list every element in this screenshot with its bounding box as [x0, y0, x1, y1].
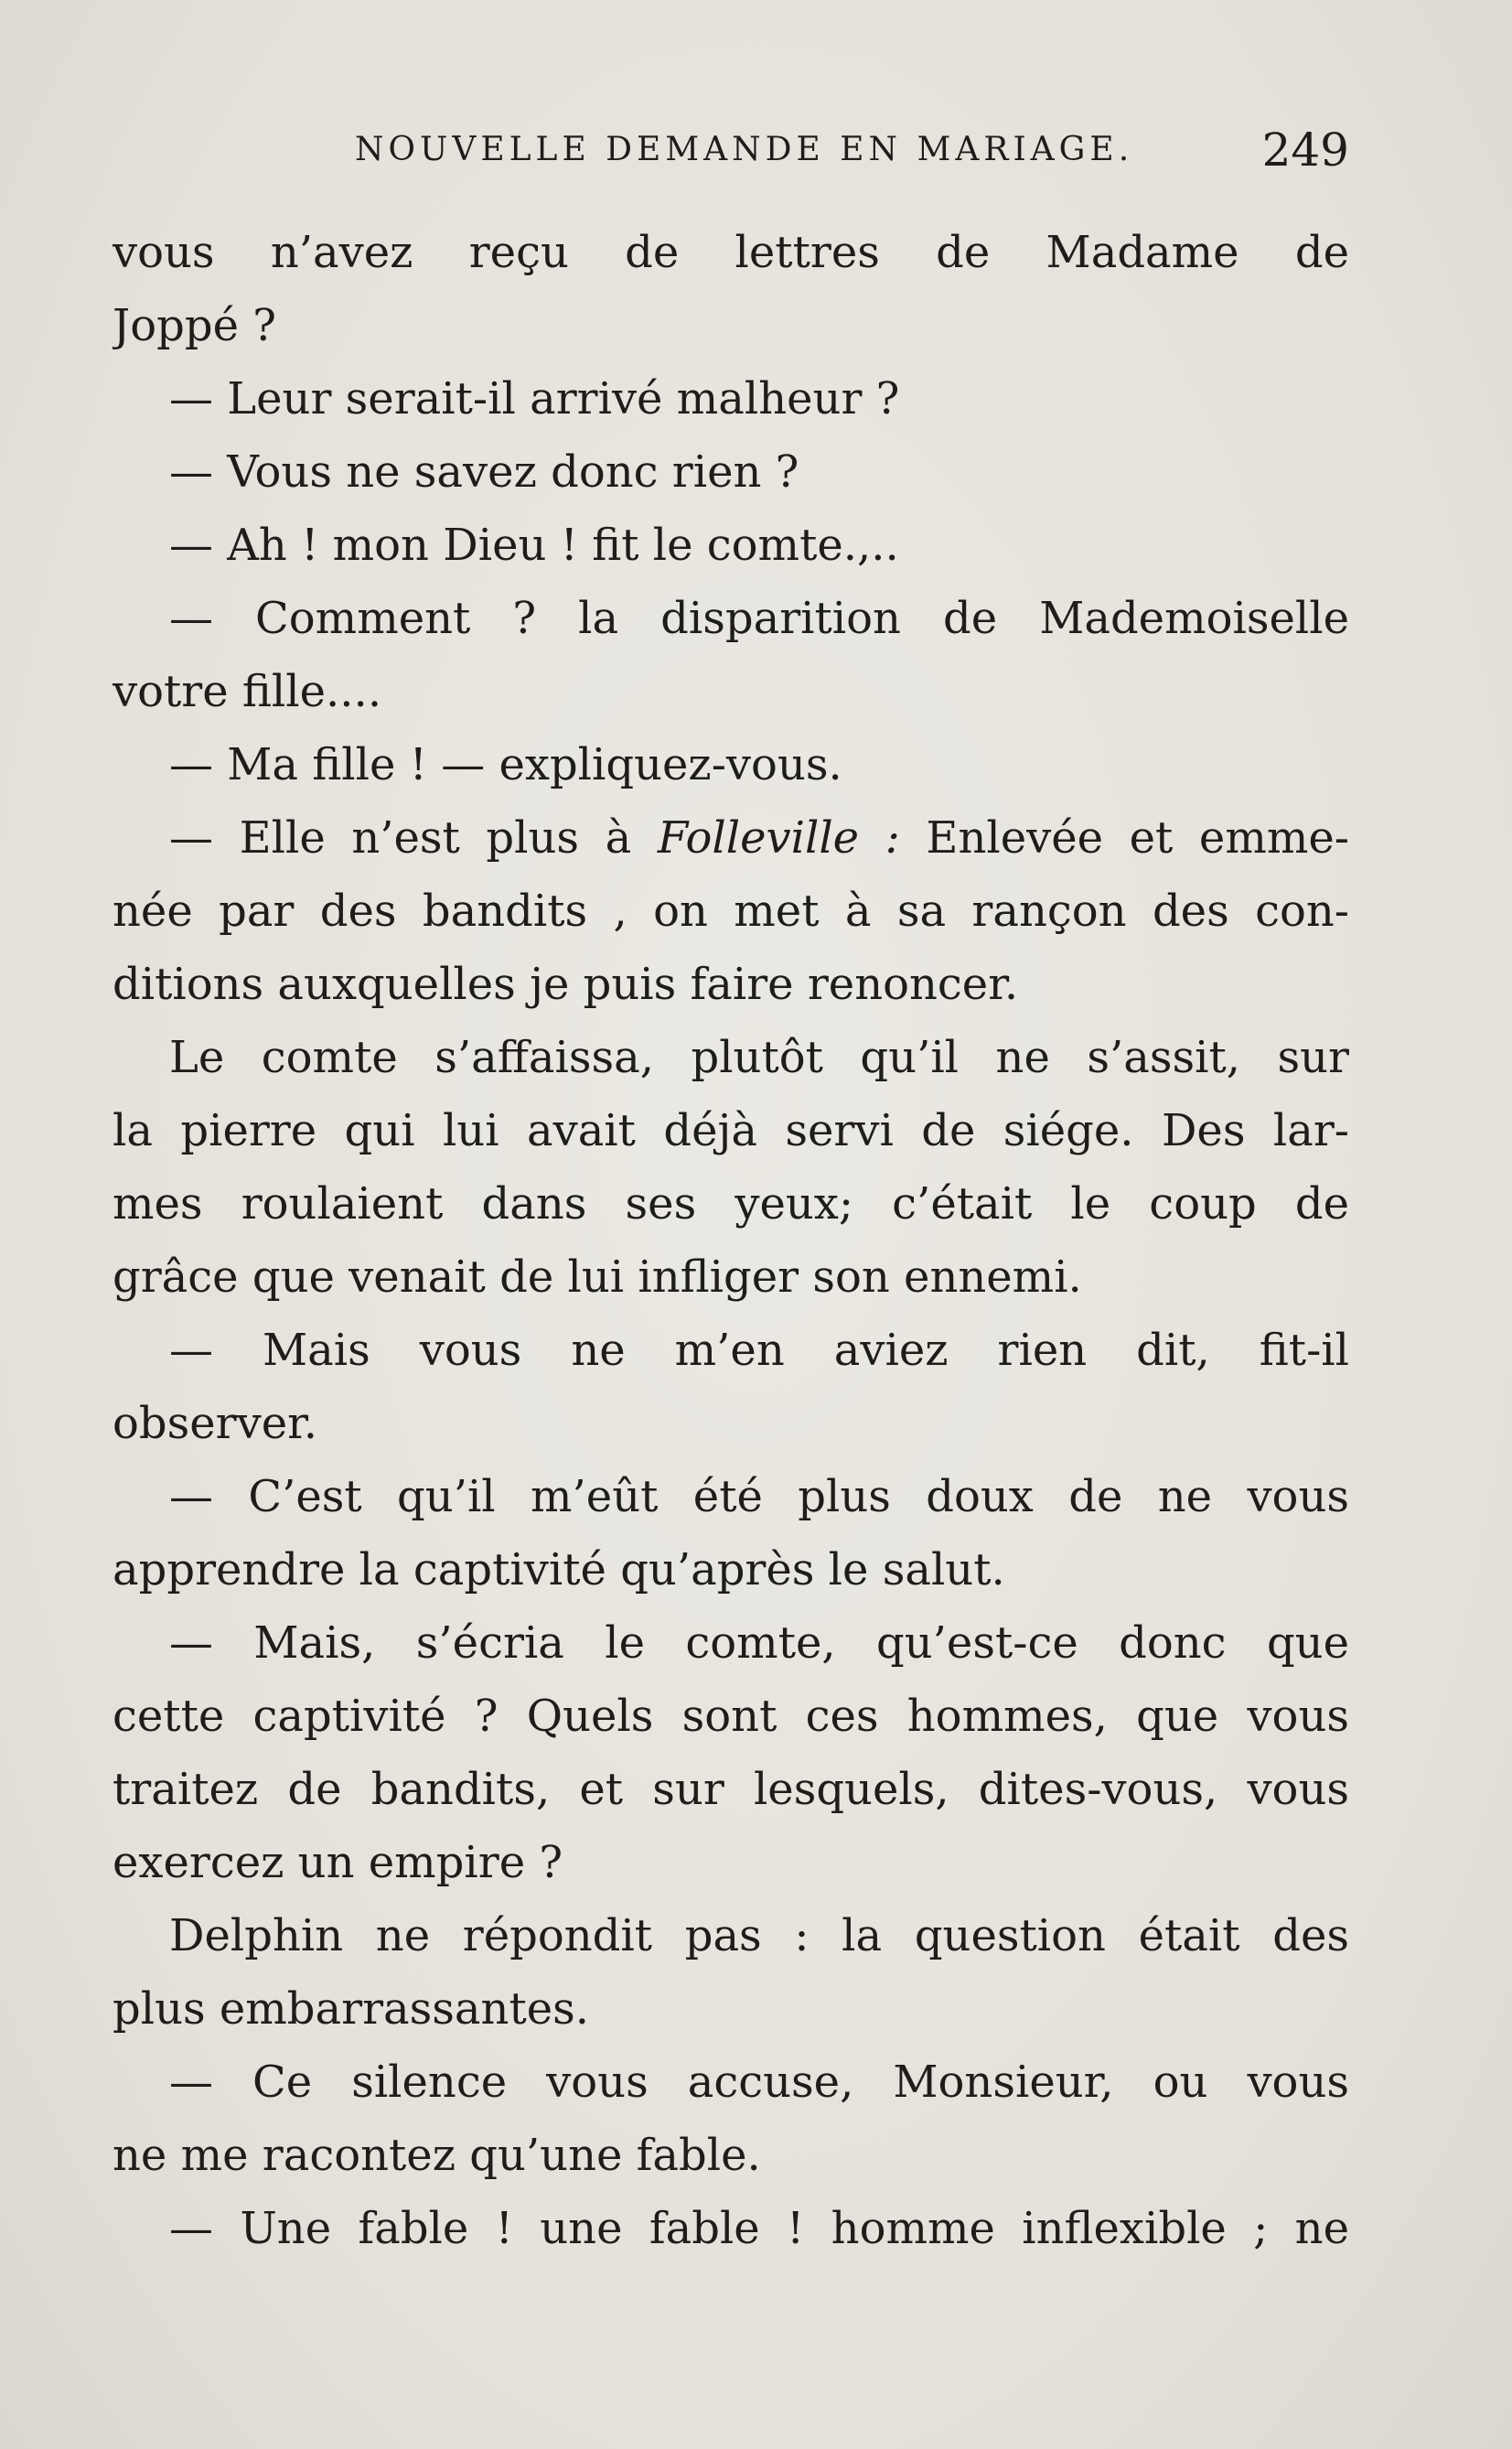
- text-line: observer.: [113, 1398, 318, 1449]
- running-head: [113, 124, 1349, 178]
- text-line: exercez un empire ?: [113, 1837, 563, 1888]
- text-line: — Leur serait-il arrivé malheur ?: [169, 373, 900, 424]
- text-line: cette captivité ? Quels sont ces hommes, que vous: [113, 1691, 1349, 1742]
- text-line: née par des bandits , on met à sa rançon des con-: [113, 886, 1349, 937]
- text-line: ne me racontez qu’une fable.: [113, 2130, 761, 2181]
- text-line: Le comte s’affaissa, plutôt qu’il ne s’assit, sur: [169, 1032, 1349, 1083]
- text-line: ditions auxquelles je puis faire renoncer.: [113, 959, 1019, 1010]
- text-line: Joppé ?: [113, 300, 276, 351]
- text-line: vous n’avez reçu de lettres de Madame de: [113, 227, 1349, 278]
- text-line: Delphin ne répondit pas : la question était des: [169, 1910, 1349, 1961]
- text-line: plus embarrassantes.: [113, 1983, 590, 2035]
- text-line: — Vous ne savez donc rien ?: [169, 446, 799, 498]
- page-number: 249: [1261, 124, 1349, 177]
- body-text: [113, 216, 1349, 2265]
- text-line: [113, 801, 1349, 875]
- text-line: — Mais vous ne m’en aviez rien dit, fit-il: [169, 1325, 1349, 1376]
- place-name: Folleville :: [657, 812, 900, 864]
- text-line: mes roulaient dans ses yeux; c’était le coup de: [113, 1178, 1349, 1230]
- line-segment: — Elle n’est plus à: [169, 812, 658, 864]
- text-line: traitez de bandits, et sur lesquels, dites-vous, vous: [113, 1764, 1349, 1815]
- text-line: — Mais, s’écria le comte, qu’est-ce donc que: [169, 1617, 1349, 1669]
- text-line: la pierre qui lui avait déjà servi de siége. Des lar-: [113, 1105, 1349, 1156]
- text-line: — Une fable ! une fable ! homme inflexible ; ne: [169, 2203, 1349, 2254]
- text-line: votre fille....: [113, 666, 382, 717]
- running-title: NOUVELLE DEMANDE EN MARIAGE.: [355, 131, 1134, 168]
- text-line: apprendre la captivité qu’après le salut.: [113, 1544, 1005, 1595]
- text-line: — Ma fille ! — expliquez-vous.: [169, 739, 842, 790]
- line-segment: Enlevée et emme-: [899, 812, 1349, 864]
- text-line: grâce que venait de lui infliger son ennemi.: [113, 1251, 1082, 1303]
- text-line: — Ah ! mon Dieu ! fit le comte.,..: [169, 520, 899, 571]
- text-line: — C’est qu’il m’eût été plus doux de ne vous: [169, 1471, 1349, 1522]
- text-line: — Comment ? la disparition de Mademoiselle: [169, 593, 1349, 644]
- text-line: — Ce silence vous accuse, Monsieur, ou vous: [169, 2057, 1349, 2108]
